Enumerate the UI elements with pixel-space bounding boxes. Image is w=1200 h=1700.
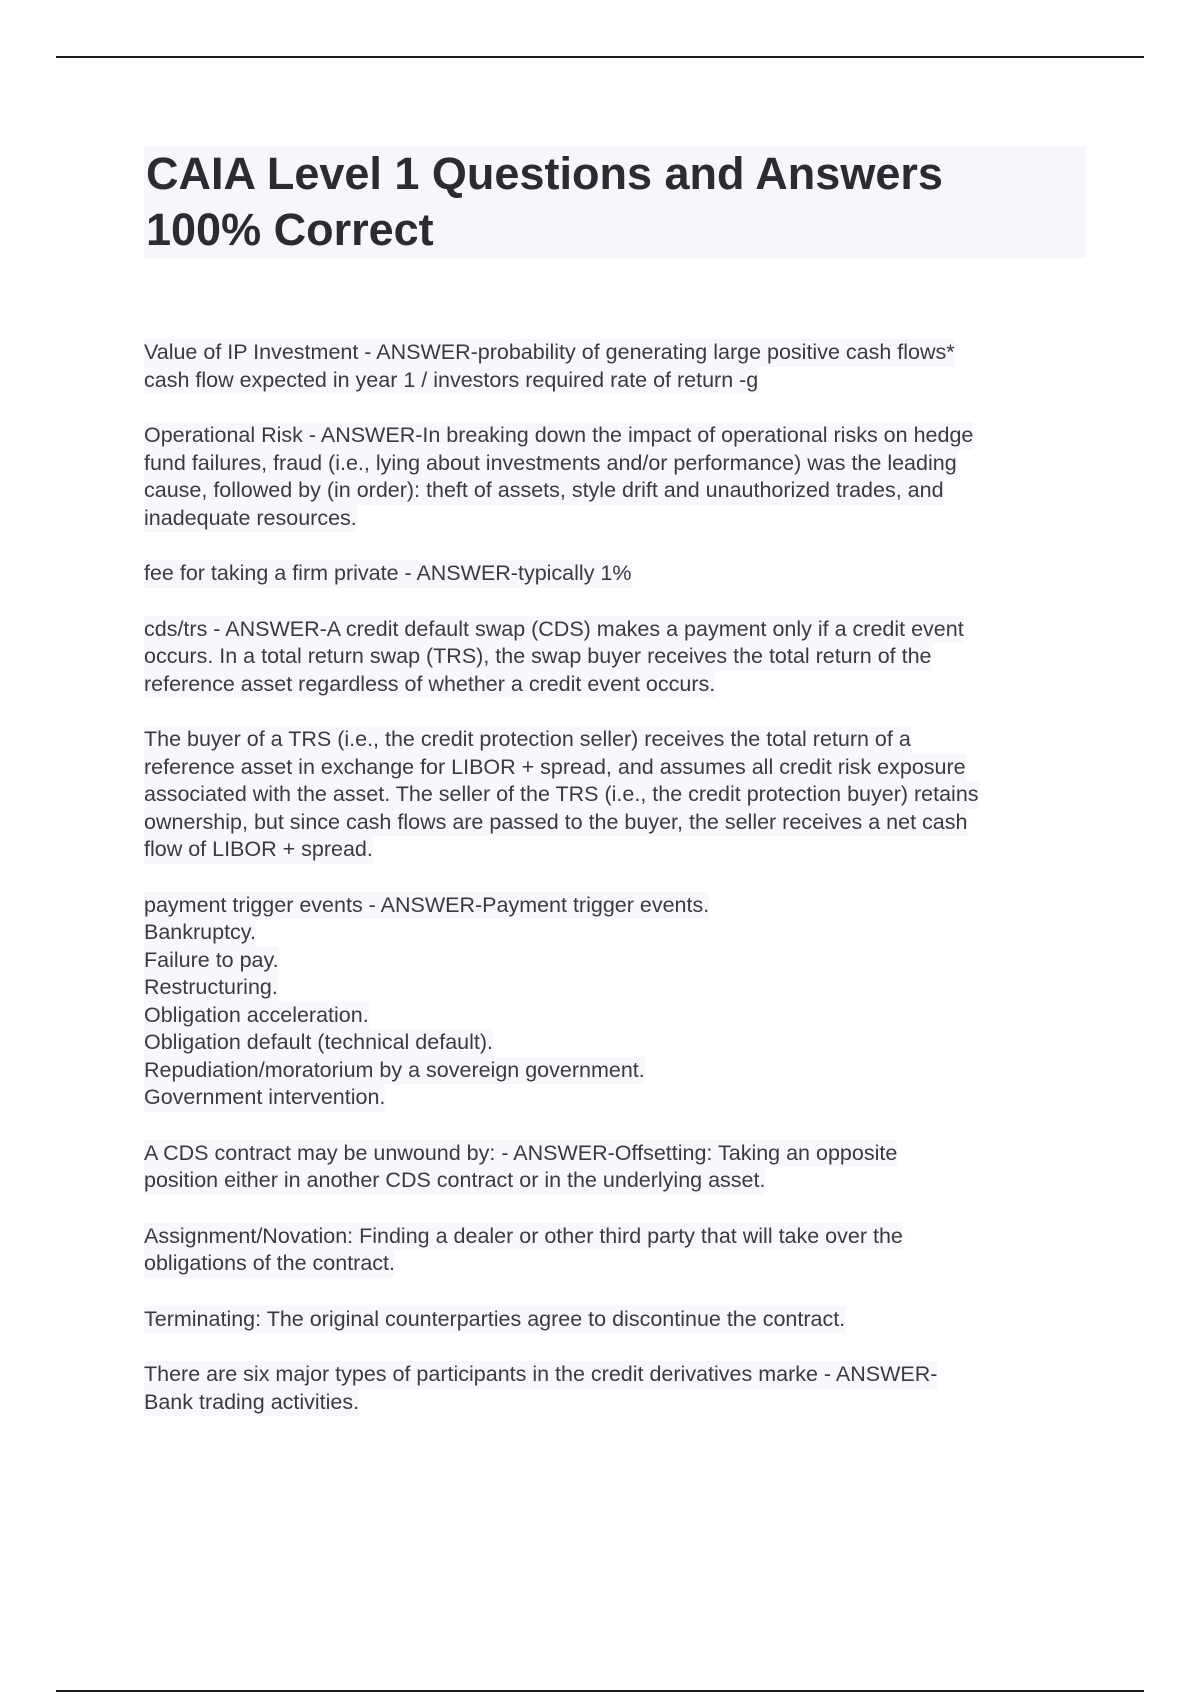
title-line-1: CAIA Level 1 Questions and Answers [146,148,943,199]
qa-paragraph [144,1361,1089,1416]
paragraph-line: obligations of the contract. [144,1250,395,1278]
qa-paragraph [144,892,1089,1112]
paragraph-line: Government intervention. [144,1084,385,1112]
paragraph-line: A CDS contract may be unwound by: - ANSWER-Offsetting: Taking an opposite [144,1140,897,1168]
paragraph-line: There are six major types of participants in the credit derivatives marke - ANSWER- [144,1361,937,1389]
qa-paragraph [144,1140,1089,1195]
paragraph-line: cash flow expected in year 1 / investors required rate of return -g [144,367,758,395]
paragraph-line: inadequate resources. [144,505,357,533]
paragraph-line: occurs. In a total return swap (TRS), the swap buyer receives the total return of the [144,643,932,671]
paragraph-line: Bankruptcy. [144,919,256,947]
paragraph-line: Obligation default (technical default). [144,1029,493,1057]
paragraph-line: payment trigger events - ANSWER-Payment trigger events. [144,892,709,920]
paragraph-line: Repudiation/moratorium by a sovereign government. [144,1057,645,1085]
paragraph-line: reference asset in exchange for LIBOR + spread, and assumes all credit risk exposure [144,754,966,782]
qa-paragraph [144,726,1089,864]
paragraph-line: Obligation acceleration. [144,1002,369,1030]
paragraph-line: reference asset regardless of whether a credit event occurs. [144,671,715,699]
paragraph-line: Operational Risk - ANSWER-In breaking down the impact of operational risks on hedge [144,422,973,450]
paragraph-line: Assignment/Novation: Finding a dealer or other third party that will take over the [144,1223,903,1251]
paragraph-line: cds/trs - ANSWER-A credit default swap (CDS) makes a payment only if a credit event [144,616,964,644]
paragraph-line: Value of IP Investment - ANSWER-probability of generating large positive cash flows* [144,339,955,367]
qa-paragraph [144,560,1089,588]
paragraph-line: Bank trading activities. [144,1389,359,1417]
qa-paragraph [144,422,1089,532]
title-line-2: 100% Correct [146,204,434,255]
qa-paragraph [144,339,1089,394]
paragraph-line: associated with the asset. The seller of the TRS (i.e., the credit protection buyer) retains [144,781,979,809]
paragraph-line: Failure to pay. [144,947,279,975]
top-rule [56,56,1144,58]
paragraph-line: Restructuring. [144,974,278,1002]
paragraph-line: fee for taking a firm private - ANSWER-typically 1% [144,560,632,588]
paragraph-line: fund failures, fraud (i.e., lying about investments and/or performance) was the leading [144,450,957,478]
paragraph-line: Terminating: The original counterparties agree to discontinue the contract. [144,1306,845,1334]
document-body [144,339,1089,1444]
bottom-rule [56,1690,1144,1692]
paragraph-line: cause, followed by (in order): theft of assets, style drift and unauthorized trades, and [144,477,944,505]
paragraph-line: ownership, but since cash flows are passed to the buyer, the seller receives a net cash [144,809,967,837]
paragraph-line: The buyer of a TRS (i.e., the credit protection seller) receives the total return of a [144,726,911,754]
paragraph-line: position either in another CDS contract or in the underlying asset. [144,1167,765,1195]
qa-paragraph [144,1223,1089,1278]
qa-paragraph [144,1306,1089,1334]
qa-paragraph [144,616,1089,699]
document-title [144,146,1086,258]
paragraph-line: flow of LIBOR + spread. [144,836,373,864]
